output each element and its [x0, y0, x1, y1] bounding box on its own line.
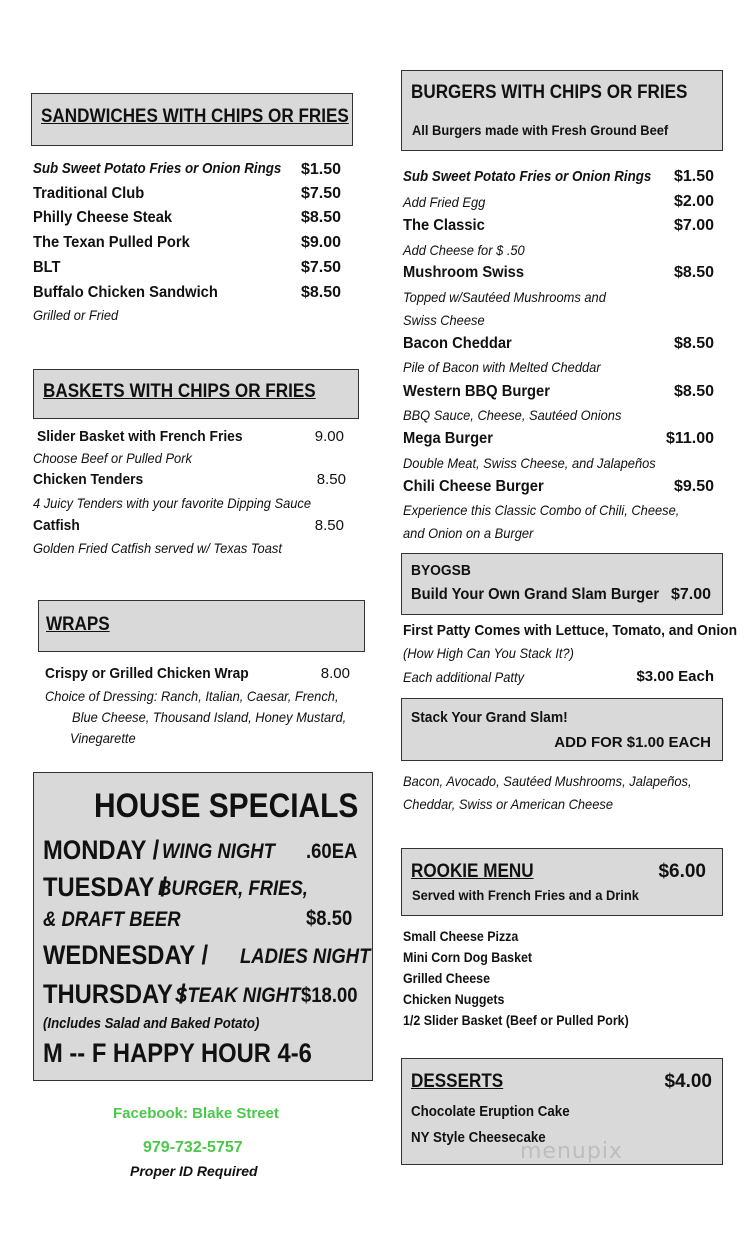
desserts-price: $4.00 [664, 1071, 712, 1092]
byogsb-title: BYOGSB [411, 562, 471, 579]
basket-item-name: Slider Basket with French Fries [37, 428, 243, 445]
sandwich-item-price: $9.00 [300, 234, 341, 251]
wrap-item-name: Crispy or Grilled Chicken Wrap [45, 665, 249, 682]
burger-bacon-price: $8.50 [673, 335, 714, 352]
sandwich-item-name: Philly Cheese Steak [33, 209, 173, 226]
sandwich-item-name: Traditional Club [33, 185, 145, 202]
byogsb-price: $7.00 [670, 586, 711, 603]
byogsb-line3-price: $3.00 Each [636, 668, 714, 685]
burger-classic: The Classic [403, 217, 485, 234]
byogsb-line3: Each additional Patty [403, 669, 525, 685]
sandwich-item-price: $7.50 [300, 185, 341, 202]
burger-mushroom: Mushroom Swiss [403, 264, 525, 281]
rookie-item: 1/2 Slider Basket (Beef or Pulled Pork) [403, 1013, 629, 1028]
sandwich-note: Grilled or Fried [33, 307, 119, 323]
tuesday-label: TUESDAY / [43, 872, 168, 902]
rookie-item: Small Cheese Pizza [403, 929, 519, 944]
happy-hour: M -- F HAPPY HOUR 4-6 [43, 1038, 312, 1068]
thursday-label: THURSDAY / [43, 979, 186, 1009]
monday-sub: WING NIGHT [162, 840, 275, 863]
rookie-item: Chicken Nuggets [403, 992, 505, 1007]
burger-bacon-desc: Pile of Bacon with Melted Cheddar [403, 359, 601, 375]
menupix-watermark: menupix [520, 1139, 623, 1164]
sandwich-item-name: BLT [33, 259, 61, 276]
basket-item-price: 9.00 [314, 428, 344, 445]
draft-price: $8.50 [306, 907, 353, 930]
sandwich-item-name: Sub Sweet Potato Fries or Onion Rings [33, 161, 282, 177]
burger-classic-price: $7.00 [673, 217, 714, 234]
phone-number: 979-732-5757 [143, 1139, 243, 1156]
wrap-desc-line: Vinegarette [70, 730, 136, 746]
sandwich-item-price: $7.50 [300, 259, 341, 276]
stack-add: ADD FOR $1.00 EACH [554, 734, 711, 751]
thursday-price: $18.00 [301, 984, 358, 1007]
basket-item-desc: Choose Beef or Pulled Pork [33, 450, 192, 466]
sandwich-item-name: The Texan Pulled Pork [33, 234, 190, 251]
burger-bacon: Bacon Cheddar [403, 335, 512, 352]
wrap-item-price: 8.00 [320, 665, 350, 682]
wrap-desc-line: Blue Cheese, Thousand Island, Honey Mustard, [72, 709, 347, 725]
burger-sub-price: $1.50 [673, 168, 714, 185]
monday-price: .60EA [306, 840, 358, 863]
burgers-header-box [401, 70, 723, 151]
burger-chili-desc: and Onion on a Burger [403, 525, 534, 541]
wraps-header-box [38, 600, 365, 652]
rookie-box [401, 848, 723, 916]
stack-title: Stack Your Grand Slam! [411, 709, 568, 726]
baskets-header-box [33, 369, 359, 419]
wednesday-label: WEDNESDAY / [43, 940, 209, 970]
burger-mega: Mega Burger [403, 430, 493, 447]
burger-sub-item: Sub Sweet Potato Fries or Onion Rings [403, 169, 652, 185]
rookie-item: Mini Corn Dog Basket [403, 950, 533, 965]
monday-label: MONDAY / [43, 835, 160, 865]
burger-western: Western BBQ Burger [403, 383, 550, 400]
sandwich-item-price: $8.50 [300, 284, 341, 301]
baskets-title: BASKETS WITH CHIPS OR FRIES [43, 381, 316, 402]
burger-mushroom-price: $8.50 [673, 264, 714, 281]
byogsb-line1: First Patty Comes with Lettuce, Tomato, and Onion [403, 622, 738, 639]
burgers-title: BURGERS WITH CHIPS OR FRIES [411, 82, 688, 103]
stack-toppings: Cheddar, Swiss or American Cheese [403, 796, 614, 812]
sandwich-item-name: Buffalo Chicken Sandwich [33, 284, 218, 301]
thursday-note: (Includes Salad and Baked Potato) [43, 1015, 260, 1032]
burger-egg-price: $2.00 [673, 193, 714, 210]
rookie-item: Grilled Cheese [403, 971, 490, 986]
rookie-title: ROOKIE MENU [411, 861, 534, 882]
thursday-sub: STEAK NIGHT [175, 984, 301, 1007]
basket-item-desc: 4 Juicy Tenders with your favorite Dipping Sauce [33, 495, 312, 511]
rookie-price: $6.00 [658, 861, 706, 882]
specials-title: HOUSE SPECIALS [94, 787, 359, 825]
dessert-item: NY Style Cheesecake [411, 1130, 546, 1146]
facebook-link: Facebook: Blake Street [113, 1105, 279, 1122]
wrap-desc-line: Choice of Dressing: Ranch, Italian, Caesar, French, [45, 688, 339, 704]
stack-box [401, 698, 723, 761]
burger-mushroom-desc: Swiss Cheese [403, 312, 485, 328]
byogsb-subtitle: Build Your Own Grand Slam Burger [411, 586, 660, 603]
wednesday-sub: LADIES NIGHT [240, 945, 371, 968]
burger-chili: Chili Cheese Burger [403, 478, 544, 495]
burger-western-price: $8.50 [673, 383, 714, 400]
draft-label: & DRAFT BEER [43, 908, 181, 931]
dessert-item: Chocolate Eruption Cake [411, 1104, 570, 1120]
burger-mega-price: $11.00 [665, 430, 714, 447]
rookie-subtitle: Served with French Fries and a Drink [412, 887, 639, 903]
sandwiches-title: SANDWICHES WITH CHIPS OR FRIES [41, 106, 349, 127]
sandwich-item-price: $8.50 [300, 209, 341, 226]
burger-western-desc: BBQ Sauce, Cheese, Sautéed Onions [403, 407, 622, 423]
basket-item-name: Catfish [33, 517, 80, 534]
burger-egg: Add Fried Egg [403, 194, 486, 210]
stack-toppings: Bacon, Avocado, Sautéed Mushrooms, Jalapeños, [403, 773, 692, 789]
burger-mushroom-desc: Topped w/Sautéed Mushrooms and [403, 289, 606, 305]
house-specials-box [33, 772, 373, 1081]
wraps-title: WRAPS [46, 614, 110, 635]
id-note: Proper ID Required [130, 1163, 258, 1179]
tuesday-sub: BURGER, FRIES, [158, 877, 308, 900]
basket-item-name: Chicken Tenders [33, 471, 144, 488]
burger-mega-desc: Double Meat, Swiss Cheese, and Jalapeños [403, 455, 656, 471]
sandwich-item-price: $1.50 [300, 161, 341, 178]
sandwiches-header-box [31, 93, 353, 146]
basket-item-price: 8.50 [316, 471, 346, 488]
basket-item-desc: Golden Fried Catfish served w/ Texas Toast [33, 540, 282, 556]
byogsb-line2: (How High Can You Stack It?) [403, 645, 574, 661]
burger-cheese: Add Cheese for $ .50 [403, 242, 525, 258]
burger-chili-price: $9.50 [673, 478, 714, 495]
byogsb-box [401, 553, 723, 615]
desserts-title: DESSERTS [411, 1071, 504, 1092]
burger-chili-desc: Experience this Classic Combo of Chili, Cheese, [403, 502, 680, 518]
desserts-box [401, 1058, 723, 1165]
burgers-subtitle: All Burgers made with Fresh Ground Beef [412, 122, 669, 138]
basket-item-price: 8.50 [314, 517, 344, 534]
